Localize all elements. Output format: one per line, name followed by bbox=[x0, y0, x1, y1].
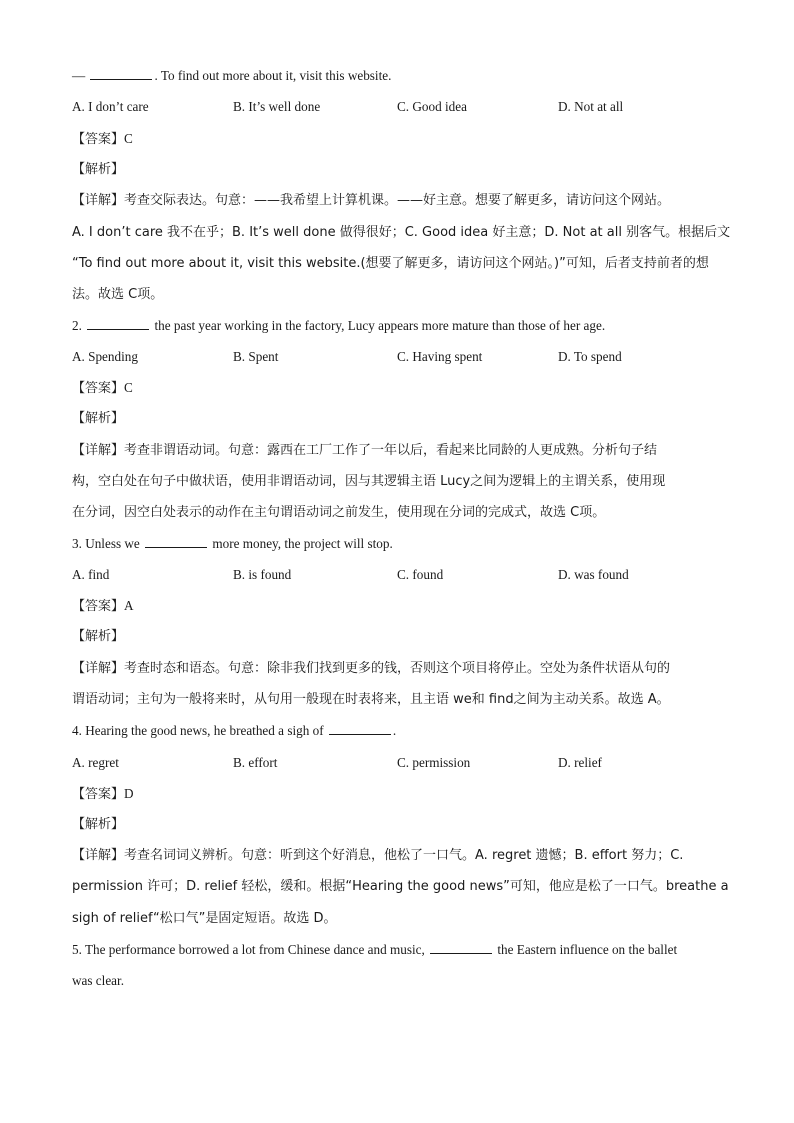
q2-analysis-heading: 【解析】 bbox=[72, 411, 125, 426]
q1-analysis-heading: 【解析】 bbox=[72, 162, 125, 177]
option-c: C. permission bbox=[397, 755, 471, 770]
q5-stem-continued: was clear. bbox=[72, 973, 124, 988]
option-c: C. Having spent bbox=[397, 349, 483, 364]
option-a: A. regret bbox=[72, 755, 119, 770]
q2-answer: 【答案】C bbox=[72, 380, 133, 396]
q4-detail-line: sigh of relief“松口气”是固定短语。故选 D。 bbox=[72, 911, 337, 926]
q4-options bbox=[72, 754, 732, 772]
option-b: B. is found bbox=[233, 567, 292, 582]
option-d: D. relief bbox=[558, 755, 602, 770]
q1-stem: — . To find out more about it, visit this website. bbox=[72, 68, 392, 83]
q2-detail-line: 【详解】考查非谓语动词。句意：露西在工厂工作了一年以后，看起来比同龄的人更成熟。分析句子结 bbox=[72, 443, 658, 458]
q4-detail-line: permission 许可；D. relief 轻松，缓和。根据“Hearing the good news”可知，他应是松了一口气。breathe a bbox=[72, 879, 729, 894]
answer-blank bbox=[87, 317, 149, 330]
q2-stem: 2. the past year working in the factory, Lucy appears more mature than those of her age. bbox=[72, 318, 606, 333]
option-b: B. effort bbox=[233, 755, 278, 770]
q3-detail-line: 【详解】考查时态和语态。句意：除非我们找到更多的钱，否则这个项目将停止。空处为条件状语从句的 bbox=[72, 661, 671, 676]
option-b: B. It’s well done bbox=[233, 99, 321, 114]
q2-detail-line: 构，空白处在句子中做状语，使用非谓语动词，因与其逻辑主语 Lucy之间为逻辑上的主谓关系，使用现 bbox=[72, 474, 666, 489]
q2-detail-line: 在分词，因空白处表示的动作在主句谓语动词之前发生，使用现在分词的完成式，故选 C项。 bbox=[72, 505, 606, 520]
option-d: D. To spend bbox=[558, 349, 622, 364]
q1-detail-line: 法。故选 C项。 bbox=[72, 287, 164, 302]
q4-stem: 4. Hearing the good news, he breathed a sigh of . bbox=[72, 723, 397, 738]
option-c: C. Good idea bbox=[397, 99, 467, 114]
option-a: A. I don’t care bbox=[72, 99, 149, 114]
q4-answer: 【答案】D bbox=[72, 786, 134, 802]
q1-detail-line: A. I don’t care 我不在乎；B. It’s well done 做得很好；C. Good idea 好主意；D. Not at all 别客气。根据后文 bbox=[72, 225, 731, 240]
answer-blank bbox=[430, 941, 492, 954]
q3-detail-line: 谓语动词；主句为一般将来时，从句用一般现在时表将来，且主语 we和 find之间为主动关系。故选 A。 bbox=[72, 692, 670, 707]
q5-stem: 5. The performance borrowed a lot from Chinese dance and music, the Eastern influence on the ballet bbox=[72, 942, 678, 957]
option-a: A. Spending bbox=[72, 349, 138, 364]
answer-blank bbox=[145, 535, 207, 548]
q2-options bbox=[72, 348, 732, 366]
option-b: B. Spent bbox=[233, 349, 279, 364]
answer-blank bbox=[329, 722, 391, 735]
option-c: C. found bbox=[397, 567, 444, 582]
option-a: A. find bbox=[72, 567, 110, 582]
option-d: D. was found bbox=[558, 567, 629, 582]
q1-answer: 【答案】C bbox=[72, 131, 133, 147]
q1-options bbox=[72, 98, 732, 116]
q4-analysis-heading: 【解析】 bbox=[72, 817, 125, 832]
q3-options bbox=[72, 566, 732, 584]
q3-answer: 【答案】A bbox=[72, 598, 134, 614]
q3-stem: 3. Unless we more money, the project will stop. bbox=[72, 536, 393, 551]
q1-detail-line: “To find out more about it, visit this website.(想要了解更多，请访问这个网站。)”可知，后者支持前者的想 bbox=[72, 256, 709, 271]
q1-detail-line: 【详解】考查交际表达。句意：——我希望上计算机课。——好主意。想要了解更多，请访问这个网站。 bbox=[72, 193, 671, 208]
q4-detail-line: 【详解】考查名词词义辨析。句意：听到这个好消息，他松了一口气。A. regret 遗憾；B. effort 努力；C. bbox=[72, 848, 684, 863]
answer-blank bbox=[90, 67, 152, 80]
option-d: D. Not at all bbox=[558, 99, 624, 114]
q3-analysis-heading: 【解析】 bbox=[72, 629, 125, 644]
